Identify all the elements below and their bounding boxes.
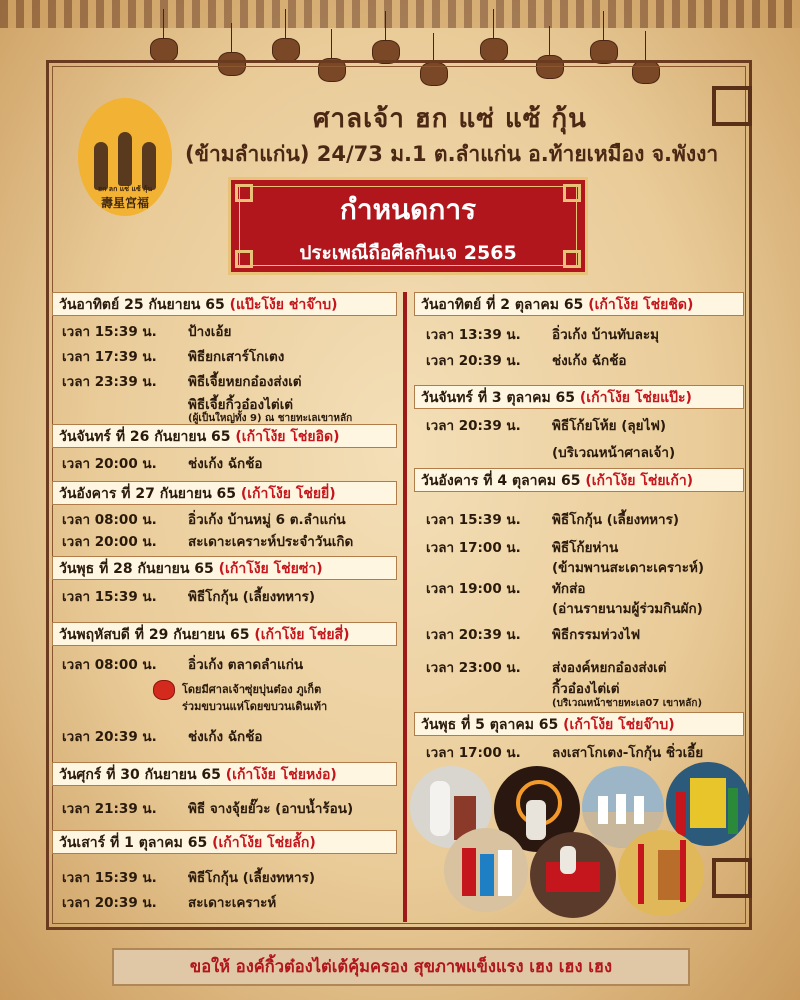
shrine-logo	[78, 98, 172, 216]
event-text: ส่งองค์หยกอ๋องส่งเต่	[552, 660, 667, 676]
event-note: ร่วมขบวนแห่โดยขบวนเดินเท้า	[182, 700, 328, 713]
event-text: พิธีเจี้ยหยกอ๋องส่งเต่	[188, 374, 302, 390]
event-time: เวลา 20:39 น.	[62, 895, 157, 911]
event-note: (ผู้เป็นใหญ่ทั้ง 9) ณ ชายทะเลเขาหลัก	[188, 413, 353, 424]
event-text: พิธีเจี้ยกิ้วอ๋องไต่เต่	[188, 397, 294, 413]
ceremony-photo-5	[444, 828, 528, 912]
event-text: สะเดาะเคราะห์	[188, 895, 277, 911]
event-time: เวลา 08:00 น.	[62, 512, 157, 528]
deity-figure	[94, 142, 108, 190]
event-text: พิธี จางจุ้ยยั๊วะ (อาบน้ำร้อน)	[188, 801, 354, 817]
event-text: พิธีโกกุ้น (เลี้ยงทหาร)	[188, 870, 316, 886]
event-time: เวลา 20:39 น.	[426, 627, 521, 643]
event-time: เวลา 23:00 น.	[426, 660, 521, 676]
event-time: เวลา 20:00 น.	[62, 456, 157, 472]
event-text: สะเดาะเคราะห์ประจำวันเกิด	[188, 534, 354, 550]
event-time: เวลา 17:00 น.	[426, 540, 521, 556]
event-note: (บริเวณหน้าชายทะเล07 เขาหลัก)	[552, 698, 703, 709]
deity-figure	[118, 132, 132, 186]
event-text: ทักส่อ	[552, 581, 586, 597]
day-header: วันเสาร์ ที่ 1 ตุลาคม 65 (เก้าโง้ย โช่ยลั้ก)	[52, 830, 397, 854]
title-banner	[228, 177, 588, 275]
event-time: เวลา 15:39 น.	[62, 589, 157, 605]
lantern-icon	[150, 38, 178, 62]
event-text: พิธีกรรมห่วงไฟ	[552, 627, 641, 643]
event-time: เวลา 17:39 น.	[62, 349, 157, 365]
event-text: พิธีโก้ยโห้ย (ลุยไฟ)	[552, 418, 667, 434]
top-pattern-band	[0, 0, 800, 28]
deity-figure	[142, 142, 156, 190]
event-text: ลงเสาโกเตง-โกกุ้น ชิ่วเอี้ย	[552, 745, 704, 761]
logo-caption-thai: ฮก ลก แซ่ แซ้ กุ้น	[97, 185, 153, 193]
event-time: เวลา 20:39 น.	[426, 353, 521, 369]
day-header: วันจันทร์ ที่ 3 ตุลาคม 65 (เก้าโง้ย โช่ยแป๊ะ)	[414, 385, 744, 409]
event-time: เวลา 15:39 น.	[62, 870, 157, 886]
day-header: วันพุธ ที่ 28 กันยายน 65 (เก้าโง้ย โช่ยซ่า)	[52, 556, 397, 580]
event-text: ช่งเก้ง ฉักช้อ	[188, 456, 263, 472]
day-header: วันพุธ ที่ 5 ตุลาคม 65 (เก้าโง้ย โช่ยจ๊าบ)	[414, 712, 744, 736]
event-time: เวลา 13:39 น.	[426, 327, 521, 343]
day-header: วันอาทิตย์ 25 กันยายน 65 (แป๊ะโง้ย ช่าจ๊าบ)	[52, 292, 397, 316]
day-header: วันอังคาร ที่ 4 ตุลาคม 65 (เก้าโง้ย โช่ยเก้า)	[414, 468, 744, 492]
event-text: พิธียกเสาร์โกเตง	[188, 349, 285, 365]
event-time: เวลา 20:39 น.	[426, 418, 521, 434]
day-header: วันศุกร์ ที่ 30 กันยายน 65 (เก้าโง้ย โช่ยหง่อ)	[52, 762, 397, 786]
event-time: เวลา 15:39 น.	[62, 324, 157, 340]
shrine-address: (ข้ามลำแก่น) 24/73 ม.1 ต.ลำแก่น อ.ท้ายเหมือง จ.พังงา	[185, 142, 719, 166]
event-text: ช่งเก้ง ฉักช้อ	[552, 353, 627, 369]
red-lantern-icon	[153, 680, 175, 700]
day-header: วันจันทร์ ที่ 26 กันยายน 65 (เก้าโง้ย โช่ยอิด)	[52, 424, 397, 448]
event-text: ป้างเอ้ย	[188, 324, 232, 340]
knot-ornament-icon	[712, 86, 752, 126]
ceremony-photo-6	[530, 832, 616, 918]
logo-caption-chinese: 壽星宮福	[100, 196, 149, 210]
shrine-title: ศาลเจ้า ฮก แซ่ แซ้ กุ้น	[313, 104, 587, 134]
event-time: เวลา 17:00 น.	[426, 745, 521, 761]
day-header: วันอาทิตย์ ที่ 2 ตุลาคม 65 (เก้าโง้ย โช่ยชิด)	[414, 292, 744, 316]
event-time: เวลา 20:39 น.	[62, 729, 157, 745]
event-note: (บริเวณหน้าศาลเจ้า)	[552, 445, 676, 461]
event-time: เวลา 08:00 น.	[62, 657, 157, 673]
knot-ornament-icon	[712, 858, 752, 898]
ceremony-photo-7	[618, 830, 704, 916]
banner-subtitle: ประเพณีถือศีลกินเจ 2565	[299, 242, 517, 264]
event-text: อิ่วเก้ง บ้านหมู่ 6 ต.ลำแก่น	[188, 512, 346, 528]
blessing-footer: ขอให้ องค์กิ้วต๋องไต่เต้คุ้มครอง สุขภาพแข็งแรง เฮง เฮง เฮง	[112, 948, 690, 986]
event-text: อิ่วเก้ง บ้านทับละมุ	[552, 327, 660, 343]
column-divider	[403, 292, 407, 922]
event-time: เวลา 20:00 น.	[62, 534, 157, 550]
day-header: วันพฤหัสบดี ที่ 29 กันยายน 65 (เก้าโง้ย โช่ยสี่)	[52, 622, 397, 646]
event-note: (ข้ามพานสะเดาะเคราะห์)	[552, 560, 705, 576]
event-time: เวลา 21:39 น.	[62, 801, 157, 817]
event-text: พิธีโกกุ้น (เลี้ยงทหาร)	[188, 589, 316, 605]
event-time: เวลา 19:00 น.	[426, 581, 521, 597]
event-text: ช่งเก้ง ฉักช้อ	[188, 729, 263, 745]
banner-title: กำหนดการ	[339, 193, 477, 226]
event-text: พิธีโกกุ้น (เลี้ยงทหาร)	[552, 512, 680, 528]
lantern-icon	[272, 38, 300, 62]
event-note: โดยมีศาลเจ้าซุ่ยบุ่นต๋อง ภูเก็ต	[182, 683, 322, 696]
event-text: พิธีโก้ยห่าน	[552, 540, 619, 556]
day-header: วันอังคาร ที่ 27 กันยายน 65 (เก้าโง้ย โช่ยยี่)	[52, 481, 397, 505]
lantern-icon	[480, 38, 508, 62]
event-time: เวลา 15:39 น.	[426, 512, 521, 528]
event-time: เวลา 23:39 น.	[62, 374, 157, 390]
event-note: (อ่านรายนามผู้ร่วมกินผัก)	[552, 601, 703, 617]
event-text: อิ่วเก้ง ตลาดลำแก่น	[188, 657, 304, 673]
event-text: กิ้วอ๋องไต่เต่	[552, 681, 620, 697]
